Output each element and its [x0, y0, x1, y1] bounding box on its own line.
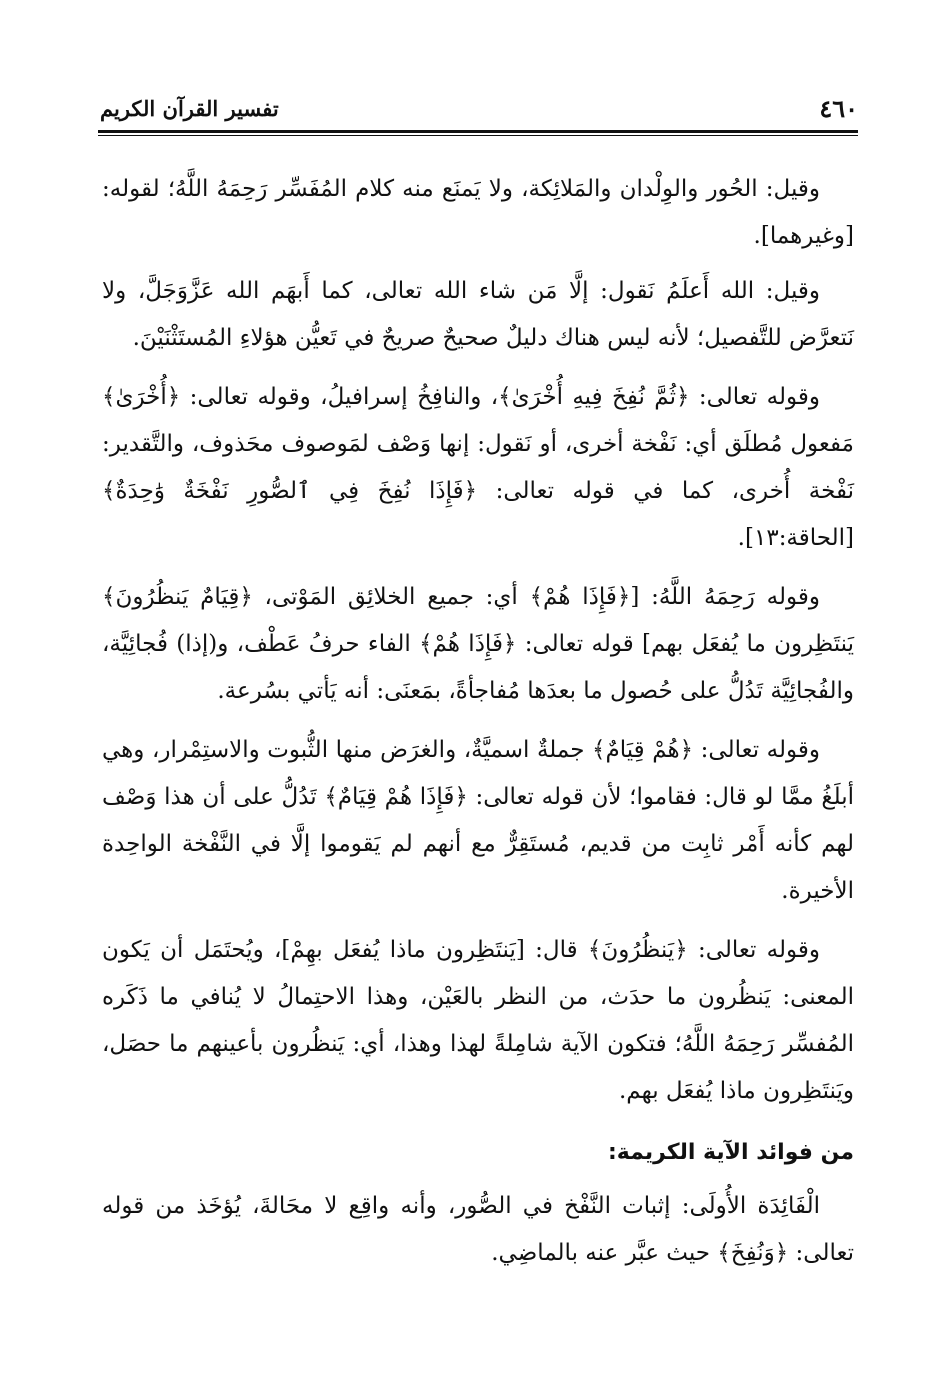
- page-header: [98, 92, 858, 126]
- paragraph: وقوله تعالى: ﴿ثُمَّ نُفِخَ فِيهِ أُخْرَىٰ﴾، والنافِخُ إسرافيلُ، وقوله تعالى: ﴿أُخْرَىٰ﴾ مَفعول مُطلَق أي: نَفْخة أخرى، أو نَقول: إنها وَصْف لمَوصوف محَذوف، والتَّقدير: نَفْخة أُخرى، كما في قوله تعالى: ﴿فَإِذَا نُفِخَ فِي ٱلصُّورِ نَفْخَةٌ وَٰحِدَةٌ﴾ [الحاقة:١٣].: [102, 384, 854, 551]
- running-title: تفسير القرآن الكريم: [100, 96, 279, 121]
- section-heading: من فوائد الآية الكريمة:: [607, 1140, 854, 1165]
- paragraph: وقيل: الله أَعلَمُ نَقول: إلَّا مَن شاء الله تعالى، كما أَبهَم الله عَزَّوَجَلَّ، ولا نَتعرَّض للتَّفصيل؛ لأنه ليس هناك دليلٌ صحيحٌ صريحٌ في تَعيُّن هؤلاءِ المُستَثْنَيْنَ.: [102, 278, 854, 351]
- paragraph: وقوله رَحِمَهُ اللَّهُ: [﴿فَإِذَا هُمْ﴾ أي: جميع الخلائِق المَوْتى، ﴿قِيَامٌ يَنظُرُونَ﴾ يَنتَظِرون ما يُفعَل بهم] قوله تعالى: ﴿فَإِذَا هُمْ﴾ الفاء حرفُ عَطْف، و(إذا) فُجائِيَّة، والفُجائِيَّة تَدُلُّ على حُصول ما بعدَها مُفاجأةً، بمَعنَى: أنه يَأتي بسُرعة.: [102, 584, 854, 704]
- page-body: [102, 166, 854, 1289]
- page-number: ٤٦٠: [819, 94, 858, 123]
- paragraph: وقوله تعالى: ﴿يَنظُرُونَ﴾ قال: [يَنتَظِرون ماذا يُفعَل بهِمْ]، ويُحتَمَل أن يَكون المعنى: يَنظُرون ما حدَث، من النظر بالعَيْن، وهذا الاحتِمالُ لا يُنافي ما ذَكَره المُفسِّر رَحِمَهُ اللَّهُ؛ فتكون الآية شامِلةً لهذا وهذا، أي: يَنظُرون بأعينهم ما حصَل، ويَنتَظِرون ماذا يُفعَل بهم.: [102, 937, 854, 1104]
- paragraph: وقيل: الحُور والوِلْدان والمَلائِكة، ولا يَمنَع منه كلام المُفَسِّر رَحِمَهُ اللَّهُ؛ لقوله: [وغيرهما].: [102, 176, 854, 249]
- paragraph: وقوله تعالى: ﴿هُمْ قِيَامٌ﴾ جملةٌ اسميَّةٌ، والغرَض منها الثُّبوت والاستِمْرار، وهي أبلَغُ ممَّا لو قال: فقاموا؛ لأن قوله تعالى: ﴿فَإِذَا هُمْ قِيَامٌ﴾ تَدُلُّ على أن هذا وَصْف لهم كأنه أَمْر ثابِت من قديم، مُستَقِرٌّ مع أنهم لم يَقوموا إلَّا في النَّفْخة الواحِدة الأخيرة.: [102, 737, 854, 904]
- header-divider: [98, 130, 858, 136]
- benefit-paragraph: الْفَائِدَة الأُولَى: إثبات النَّفْخ في الصُّور، وأنه واقِع لا محَالةَ، يُؤخَذ من قوله تعالى: ﴿وَنُفِخَ﴾ حيث عبَّر عنه بالماضِي.: [102, 1193, 854, 1266]
